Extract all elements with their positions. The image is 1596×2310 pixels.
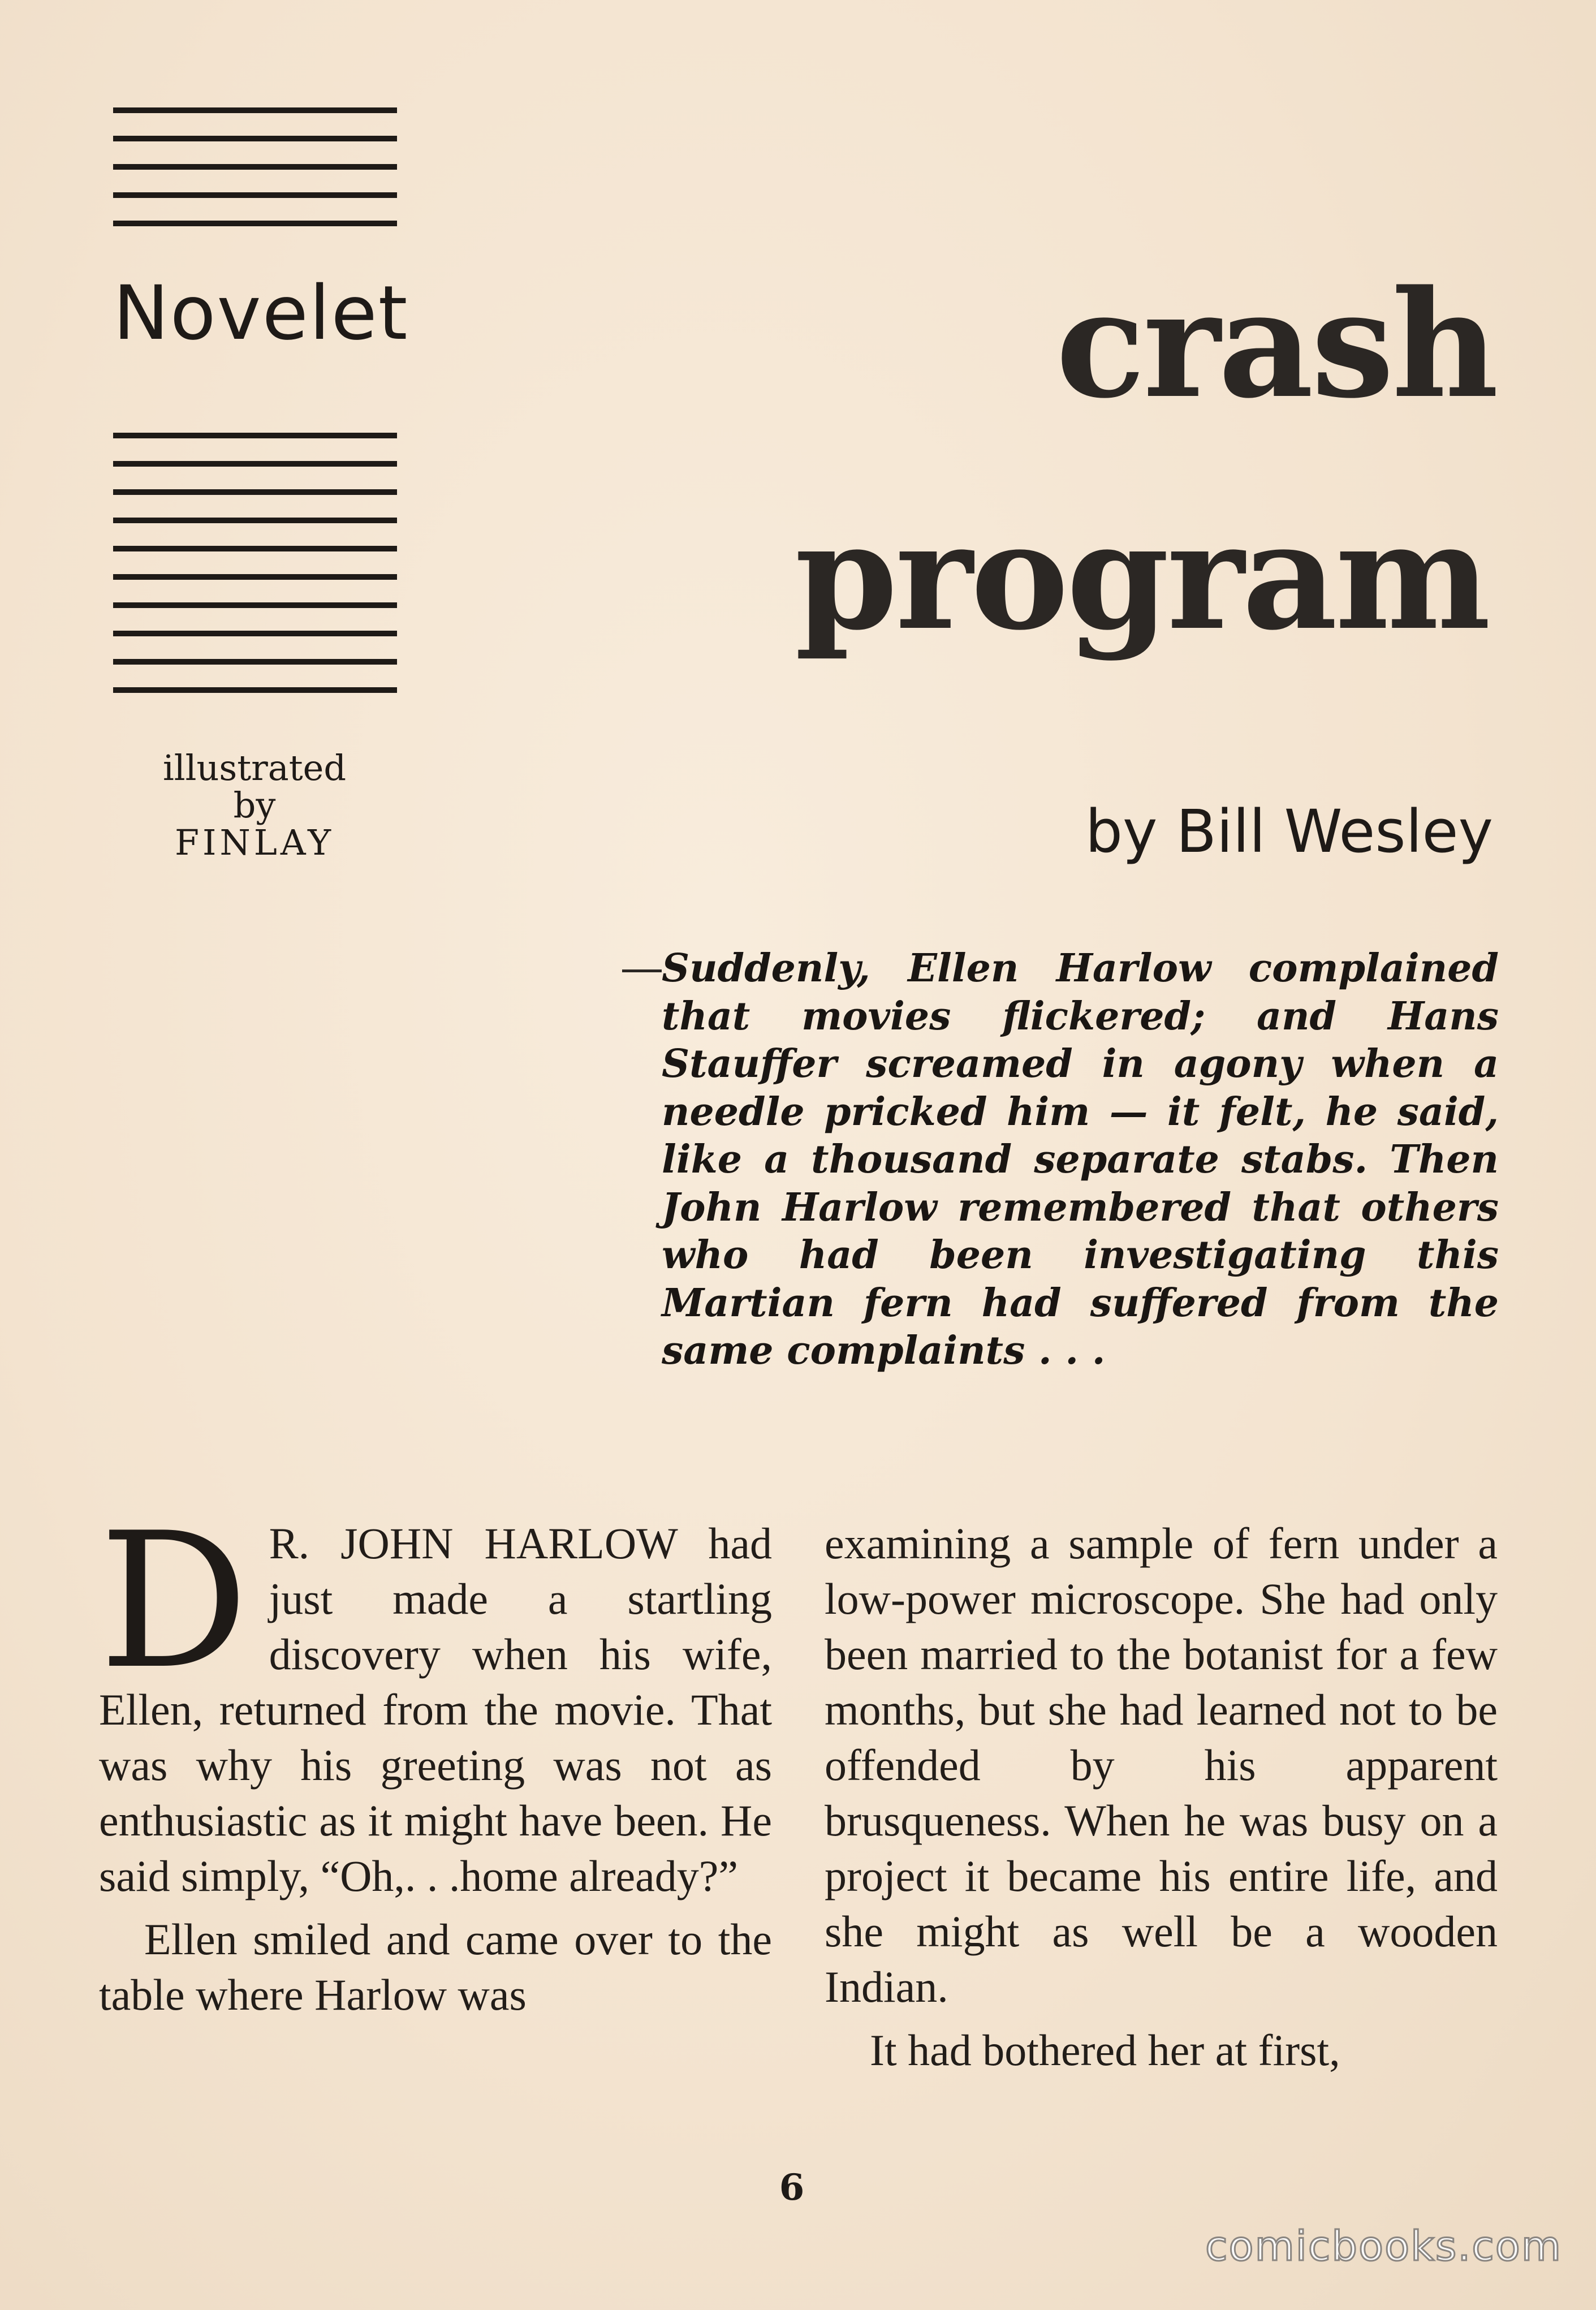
rule-line — [113, 221, 397, 226]
rule-line — [113, 461, 397, 467]
top-rule-block — [113, 107, 397, 249]
bottom-rule-block — [113, 433, 397, 716]
rule-line — [113, 574, 397, 580]
opening-paragraph — [99, 1493, 772, 1904]
rule-line — [113, 192, 397, 198]
rule-line — [113, 602, 397, 608]
illustrated-text: illustrated — [162, 747, 347, 788]
intro-dash — [622, 969, 662, 972]
illustrator-credit — [113, 749, 396, 861]
opening-paragraph-text: R. JOHN HARLOW had just made a startling discovery when his wife, Ellen, returned from the movie. That was why his greeting was not as enthusiastic as it might have been. He said simply, “Oh,. . .home already?” — [99, 1519, 772, 1900]
text-column-left — [99, 1493, 772, 2031]
illustrated-by-text: by — [233, 785, 276, 826]
author-byline: by Bill Wesley — [1085, 797, 1493, 866]
watermark: comicbooks.com — [1205, 2222, 1562, 2270]
story-blurb: Suddenly, Ellen Harlow complained that movies flickered; and Hans Stauffer screamed in agony when a needle pricked him — it felt, he said, like a thousand separate stabs. Then John Harlow remembered that others who had been investigating this Martian fern had suffered from the same complaints . . . — [662, 946, 1499, 1373]
rule-line — [113, 489, 397, 495]
rule-line — [113, 136, 397, 141]
rule-line — [113, 546, 397, 551]
paragraph: It had bothered her at first, — [870, 2025, 1340, 2075]
rule-line — [113, 164, 397, 170]
paragraph: Ellen smiled and came over to the table where Harlow was — [99, 1915, 772, 2019]
rule-line — [113, 433, 397, 438]
story-title-line1: crash — [1055, 258, 1496, 431]
page-number: 6 — [779, 2166, 805, 2209]
drop-cap: D — [99, 1493, 249, 1710]
rule-line — [113, 518, 397, 523]
rule-line — [113, 659, 397, 665]
section-label: Novelet — [113, 270, 409, 357]
illustrator-name: FINLAY — [174, 822, 335, 863]
text-column-right — [825, 1516, 1498, 2086]
paragraph: examining a sample of fern under a low-power microscope. She had only been married to the botanist for a few months, but she had learned not to be offended by his apparent brusqueness. When he was busy on a project it became his entire life, and she might as well be a wooden Indian. — [825, 1519, 1498, 2011]
rule-line — [113, 631, 397, 636]
rule-line — [113, 687, 397, 693]
story-title-line2: program — [795, 490, 1489, 663]
rule-line — [113, 107, 397, 113]
